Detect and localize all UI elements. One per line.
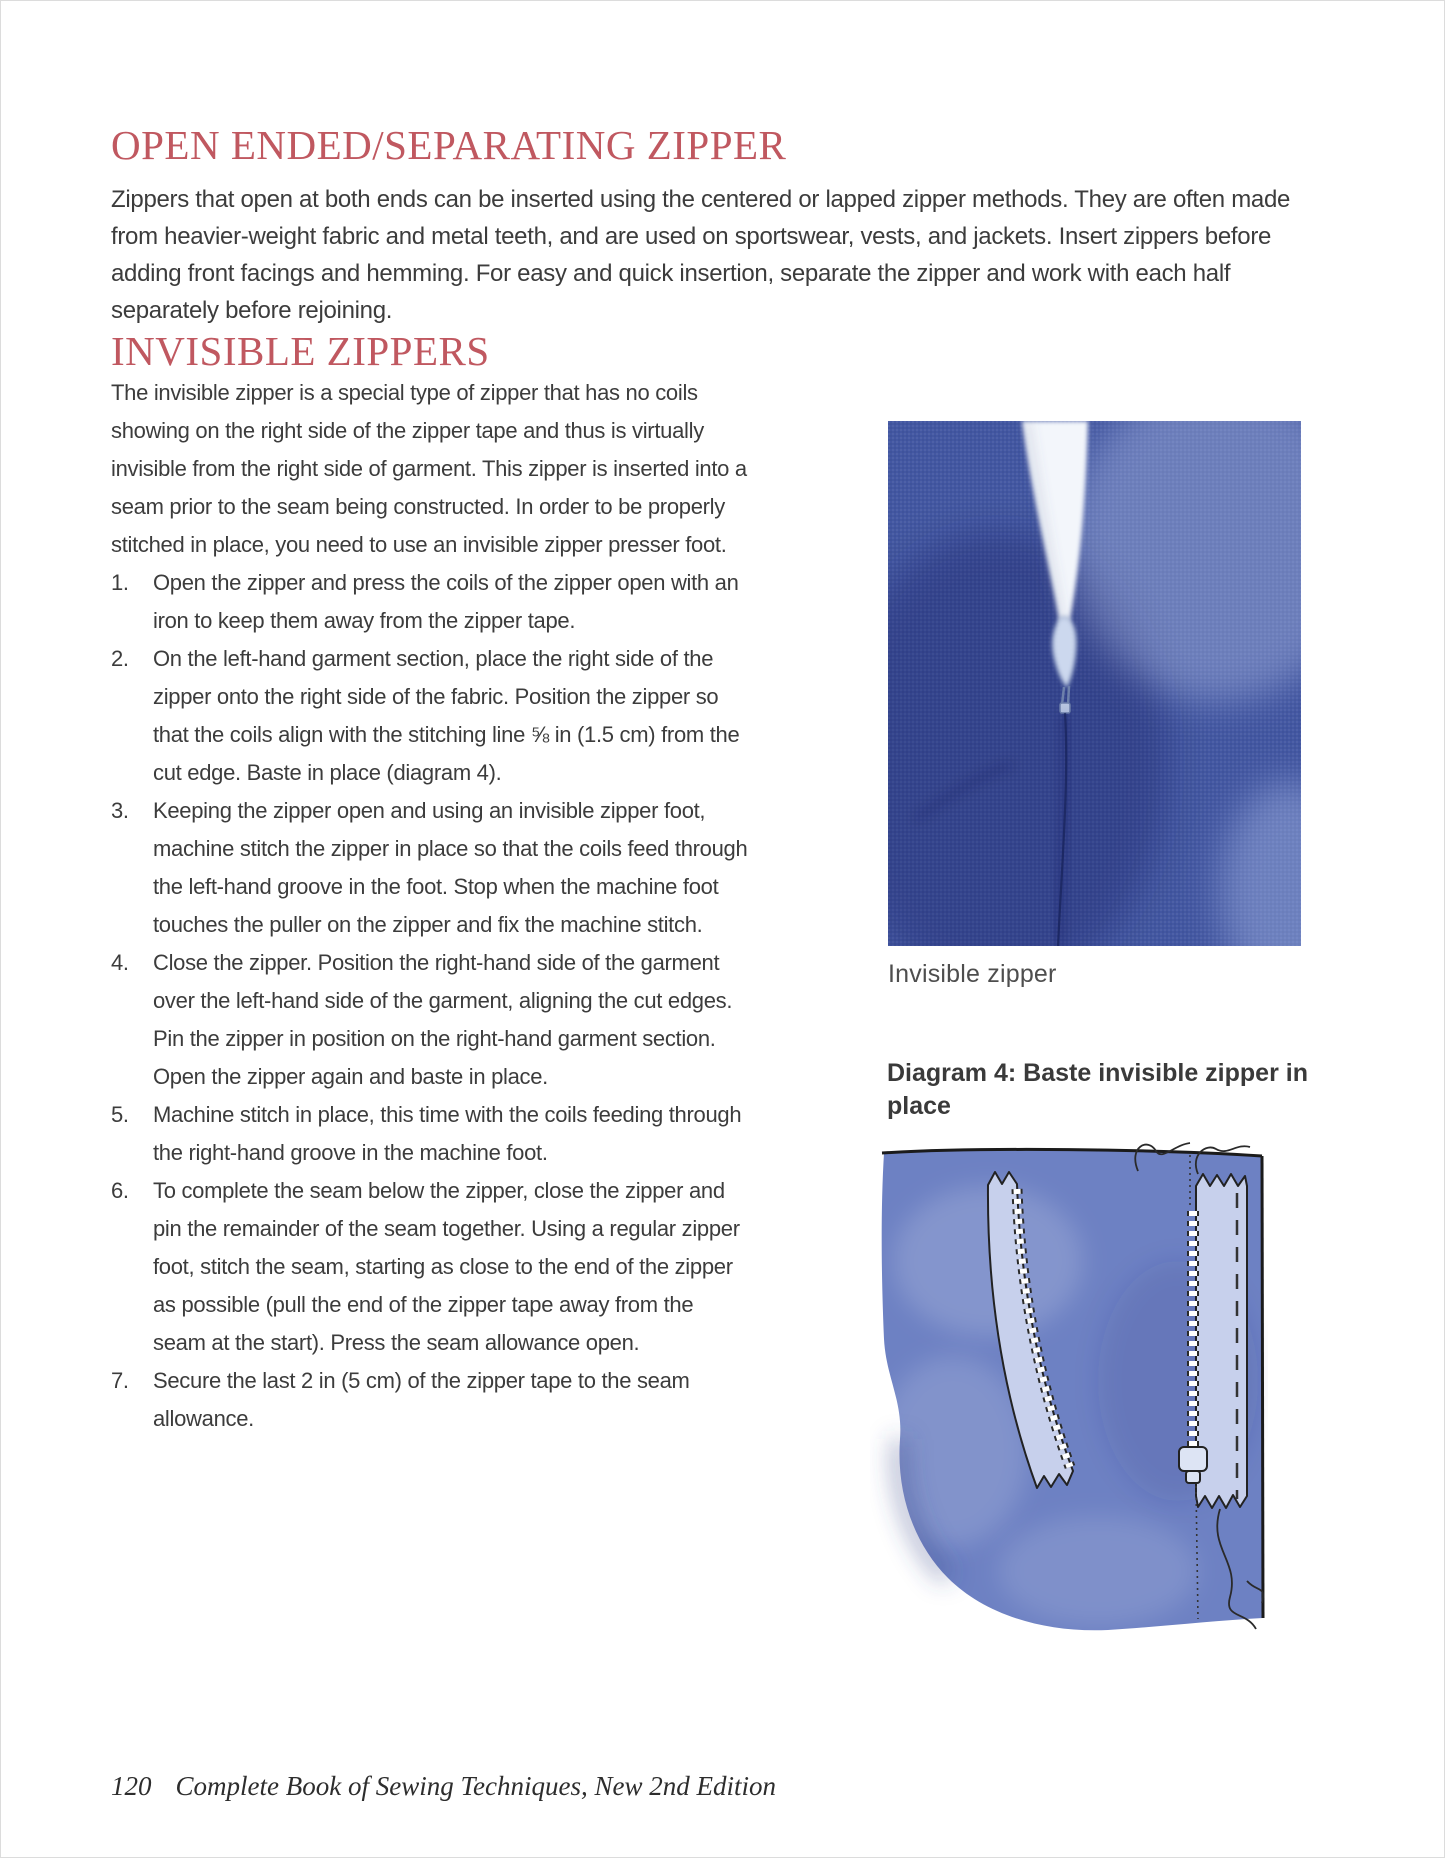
step-number: 7. bbox=[111, 1368, 129, 1393]
step-text: On the left-hand garment section, place the right side of the zipper onto the right side of the fabric. Position the zipper so that the coils align with the stitching line ⅝ in (1.5 cm) from the cut edge. Baste in place (diagram 4). bbox=[153, 646, 740, 785]
instruction-steps bbox=[111, 564, 751, 1438]
open-ended-paragraph: Zippers that open at both ends can be inserted using the centered or lapped zipper methods. They are often made from heavier-weight fabric and metal teeth, and are used on sportswear, vests, and jackets. Insert zippers before adding front facings and hemming. For easy and quick insertion, separate the zipper and work with each half separately before rejoining. bbox=[111, 186, 1291, 324]
diagram-baste-invisible-zipper bbox=[838, 1141, 1268, 1641]
step-text: Keeping the zipper open and using an invisible zipper foot, machine stitch the zipper in place so that the coils feed through the left-hand groove in the foot. Stop when the machine foot touches the puller on the zipper and fix the machine stitch. bbox=[153, 798, 748, 937]
invisible-zipper-text-column bbox=[111, 374, 751, 1438]
invisible-zipper-intro: The invisible zipper is a special type of zipper that has no coils showing on the right side of the zipper tape and thus is virtually invisible from the right side of garment. This zipper is inserted into a seam prior to the seam being constructed. In order to be properly stitched in place, you need to use an invisible zipper presser foot. bbox=[111, 380, 747, 557]
fabric-right-edge bbox=[1262, 1156, 1263, 1618]
step-text: Open the zipper and press the coils of the zipper open with an iron to keep them away from the zipper tape. bbox=[153, 570, 739, 633]
step-number: 2. bbox=[111, 646, 129, 671]
section-heading-invisible-zippers: INVISIBLE ZIPPERS bbox=[111, 328, 490, 374]
step-item bbox=[111, 792, 751, 944]
page-footer bbox=[111, 1771, 776, 1802]
page-number: 120 bbox=[111, 1771, 152, 1801]
photo-caption: Invisible zipper bbox=[888, 960, 1057, 988]
invisible-zipper-photo bbox=[888, 421, 1301, 989]
step-number: 1. bbox=[111, 570, 129, 595]
step-text: Machine stitch in place, this time with the coils feeding through the right-hand groove in the machine foot. bbox=[153, 1102, 742, 1165]
step-item bbox=[111, 1172, 751, 1362]
step-number: 4. bbox=[111, 950, 129, 975]
step-item bbox=[111, 944, 751, 1096]
step-item bbox=[111, 564, 751, 640]
book-title: Complete Book of Sewing Techniques, New 2nd Edition bbox=[175, 1771, 776, 1801]
step-number: 5. bbox=[111, 1102, 129, 1127]
diagram-caption: Diagram 4: Baste invisible zipper in place bbox=[887, 1059, 1308, 1120]
diagram-image bbox=[838, 1141, 1268, 1641]
section-heading-open-ended: OPEN ENDED/SEPARATING ZIPPER bbox=[111, 122, 787, 168]
step-text: Close the zipper. Position the right-hand side of the garment over the left-hand side of the garment, aligning the cut edges. Pin the zipper in position on the right-hand garment section. Open the zipper again and baste in place. bbox=[153, 950, 733, 1089]
step-item bbox=[111, 1362, 751, 1438]
step-item bbox=[111, 640, 751, 792]
zipper-slider bbox=[1179, 1447, 1207, 1471]
step-number: 6. bbox=[111, 1178, 129, 1203]
step-text: To complete the seam below the zipper, close the zipper and pin the remainder of the seam together. Using a regular zipper foot, stitch the seam, starting as close to the end of the zipper as possible (pull the end of the zipper tape away from the seam at the start). Press the seam allowance open. bbox=[153, 1178, 740, 1355]
step-number: 3. bbox=[111, 798, 129, 823]
step-text: Secure the last 2 in (5 cm) of the zipper tape to the seam allowance. bbox=[153, 1368, 690, 1431]
zipper-photo-image bbox=[888, 421, 1301, 946]
step-item bbox=[111, 1096, 751, 1172]
